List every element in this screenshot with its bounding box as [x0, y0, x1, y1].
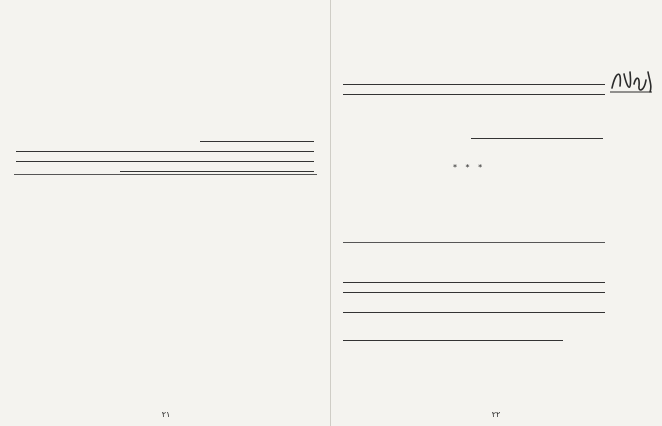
left-footnote-rule — [14, 174, 317, 175]
handwritten-stamp-icon — [606, 62, 656, 98]
right-footnote-rule — [343, 242, 605, 243]
left-page-footnotes — [14, 177, 317, 409]
underline-mark — [343, 84, 605, 85]
page-number: ۲۱ — [161, 410, 171, 419]
page-number: ۲۲ — [491, 410, 501, 419]
right-page-section — [343, 178, 605, 240]
right-page-body — [343, 42, 605, 162]
underline-mark — [200, 141, 314, 142]
underline-mark — [16, 161, 314, 162]
right-page-footnotes — [343, 246, 605, 406]
underline-mark — [343, 292, 605, 293]
underline-mark — [471, 138, 603, 139]
underline-mark — [120, 171, 314, 172]
underline-mark — [343, 312, 605, 313]
underline-mark — [343, 94, 605, 95]
underline-mark — [343, 282, 605, 283]
underline-mark — [16, 151, 314, 152]
section-separator: * * * — [453, 163, 486, 172]
underline-mark — [343, 340, 563, 341]
left-page-body — [14, 42, 317, 172]
